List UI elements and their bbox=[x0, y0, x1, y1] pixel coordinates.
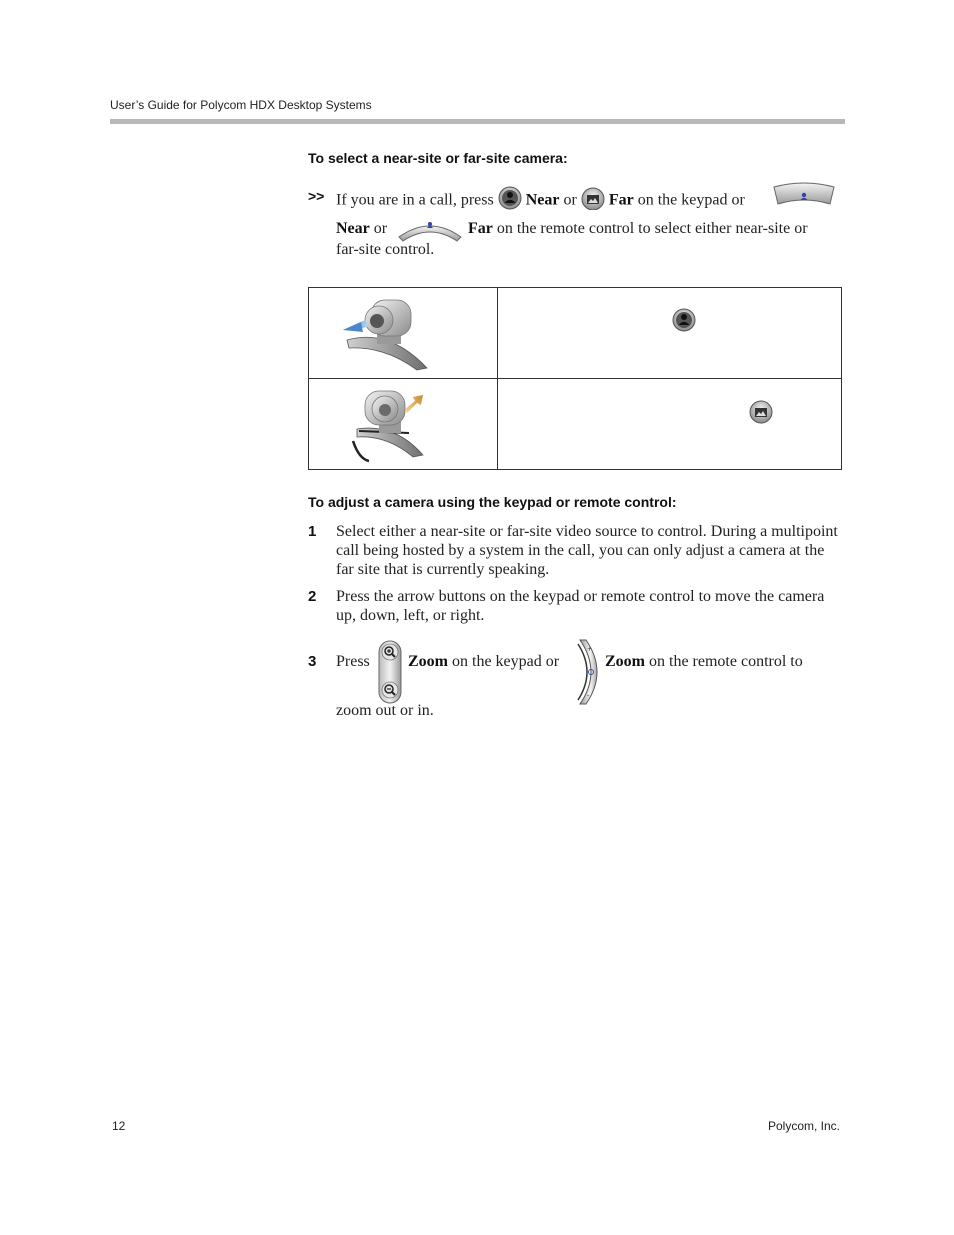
near-label: Near bbox=[525, 191, 560, 209]
running-header: User’s Guide for Polycom HDX Desktop Systems bbox=[110, 98, 372, 112]
camera-far-illustration bbox=[309, 379, 498, 470]
step-number: 1 bbox=[308, 523, 317, 540]
far-label: Far bbox=[468, 220, 493, 237]
procedure-heading-select-camera: To select a near-site or far-site camera: bbox=[308, 150, 568, 166]
table-row bbox=[309, 379, 842, 470]
far-label: Far bbox=[608, 191, 634, 209]
or-text: or bbox=[563, 191, 577, 209]
step-number: 2 bbox=[308, 588, 317, 605]
step-3-keypad-text bbox=[408, 652, 559, 672]
or-text: or bbox=[373, 220, 388, 237]
near-label: Near bbox=[336, 220, 370, 237]
svg-text:-: - bbox=[587, 692, 590, 700]
instruction-text: on the remote control to select either near-site or bbox=[496, 220, 808, 237]
near-site-person-icon bbox=[498, 186, 522, 216]
near-site-person-icon bbox=[672, 308, 696, 337]
zoom-keypad-icon bbox=[378, 640, 402, 709]
step-number: 3 bbox=[308, 653, 317, 670]
step-text: Press the arrow buttons on the keypad or remote control to move the camera up, down, left, or right. bbox=[336, 588, 825, 624]
camera-near-illustration bbox=[309, 288, 498, 379]
step-3-press: Press bbox=[336, 653, 370, 670]
remote-near-far-arc-icon bbox=[772, 182, 836, 213]
step-text: Select either a near-site or far-site video source to control. During a multipoint call being hosted by a system in the call, you can only adjust a camera at the far site that is currently speaking. bbox=[336, 523, 838, 578]
header-rule bbox=[110, 119, 845, 124]
instruction-line-2b bbox=[468, 219, 808, 239]
far-site-picture-icon bbox=[749, 400, 773, 429]
table-row bbox=[309, 288, 842, 379]
prompt-marker: >> bbox=[308, 188, 325, 204]
instruction-text: If you are in a call, press bbox=[336, 191, 494, 209]
svg-text:+: + bbox=[587, 646, 593, 653]
instruction-line-1 bbox=[336, 186, 745, 216]
instruction-line-3: far-site control. bbox=[336, 241, 435, 258]
far-description-cell bbox=[498, 379, 842, 470]
zoom-remote-rocker-icon bbox=[574, 638, 602, 711]
procedure-heading-adjust-camera: To adjust a camera using the keypad or remote control: bbox=[308, 494, 677, 510]
zoom-label: Zoom bbox=[408, 653, 448, 670]
instruction-text: on the keypad or bbox=[637, 191, 745, 209]
page-number: 12 bbox=[112, 1119, 126, 1133]
camera-selection-table bbox=[308, 287, 842, 470]
instruction-line-2 bbox=[336, 219, 387, 239]
near-description-cell bbox=[498, 288, 842, 379]
step-3-remote-text bbox=[605, 652, 803, 672]
step-text: on the keypad or bbox=[452, 653, 560, 670]
footer-company: Polycom, Inc. bbox=[767, 1119, 840, 1133]
zoom-label: Zoom bbox=[605, 653, 645, 670]
step-3-tail: zoom out or in. bbox=[336, 702, 434, 719]
far-site-picture-icon bbox=[581, 186, 605, 216]
step-text: on the remote control to bbox=[649, 653, 803, 670]
